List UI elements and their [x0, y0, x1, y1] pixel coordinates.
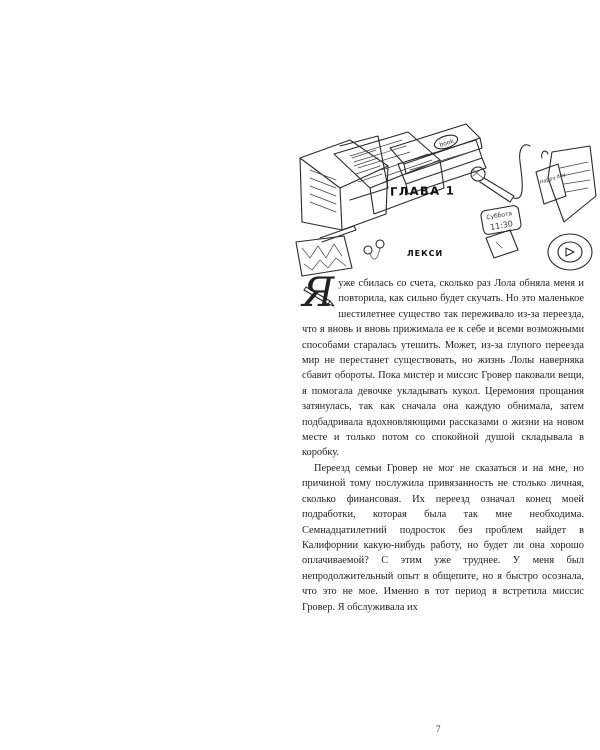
coffee-cup-sketch: [548, 234, 592, 270]
narrator-name: ЛЕКСИ: [407, 249, 444, 258]
note-label: Happy day: [539, 171, 567, 186]
book-tag-label: book: [438, 137, 455, 149]
paragraph-text: уже сбилась со счета, сколько раз Лола обняла меня и повторила, как сильно будет скучать. Но это маленькое шестилетнее существо так переживало из‑за переезда, что я вновь и вновь прижимала ее к себе и всеми возможными способами старалась утешить. Может, из‑за глупого переезда мир не перестанет существовать, но жизнь Лолы наверняка сбавит обороты. Пока мистер и миссис Гровер паковали вещи, я помогала девочке укладывать кукол. Церемония прощания затянулась, так как сначала она каждую обнимала, затем подбадривала вдохновляющими рассказами о жизни на новом месте и только потом со спокойной душой складывала в коробку.: [302, 278, 584, 459]
calendar-time: 11:30: [489, 219, 514, 232]
paragraph: [302, 270, 584, 461]
notes-sketch: [536, 146, 596, 222]
body-text: [302, 270, 584, 615]
calendar-day: Суббота: [485, 210, 513, 222]
earphones-sketch: [364, 240, 384, 259]
page-number: 7: [436, 724, 441, 734]
notebook-sketch: [300, 136, 388, 230]
microphone-sketch: [471, 145, 530, 202]
paragraph: Переезд семьи Гровер не мог не сказаться и на мне, но причиной тому послужила привязанность не столько личная, сколько финансовая. Их переезд означал конец моей подработки, которая была так мне необходима. Семнадцатилетний подросток без проблем найдет в Калифорнии какую‑нибудь работу, но будет ли она хорошо оплачиваемой? С этим уже труднее. У меня был непродолжительный опыт в общепите, но я быстро осознала, что это не мое. Именно в тот период я встретила миссис Гровер. Я обслуживала их: [302, 462, 584, 613]
pencil-case-sketch: [296, 226, 356, 276]
calendar-sketch: [480, 205, 522, 235]
drop-cap: Я: [302, 270, 335, 316]
open-book-sketch: [334, 132, 444, 214]
chapter-title: ГЛАВА 1: [389, 183, 456, 199]
